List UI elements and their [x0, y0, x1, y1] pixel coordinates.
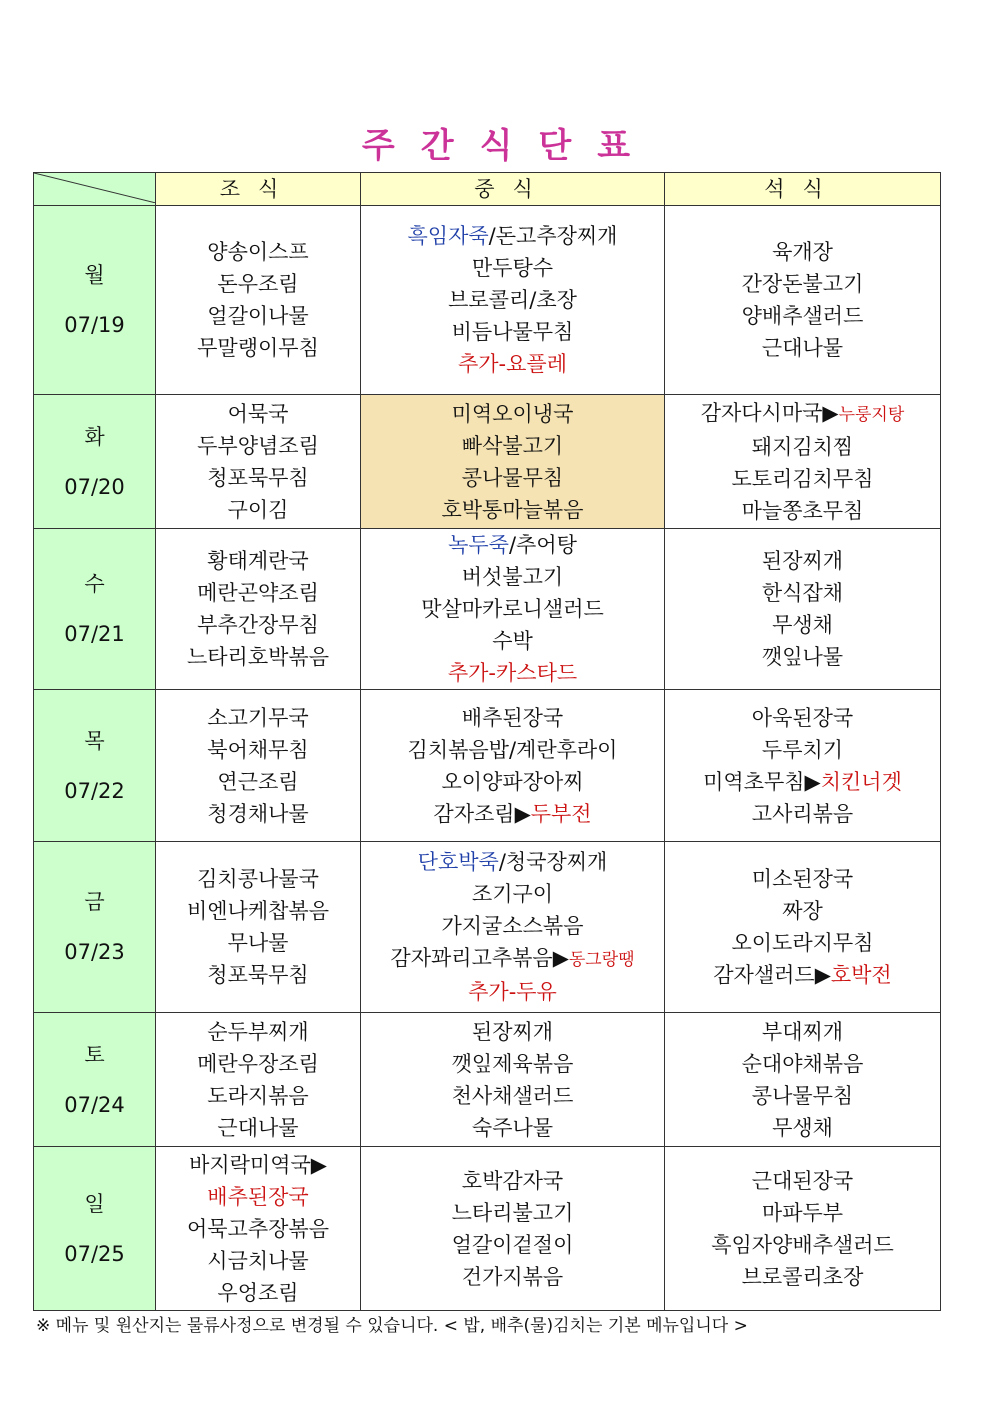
menu-item: 두부양념조림	[197, 433, 319, 458]
menu-item-part: 흑임자죽	[407, 224, 489, 248]
day-row	[34, 529, 941, 690]
footnote: ※ 메뉴 및 원산지는 물류사정으로 변경될 수 있습니다. < 밥, 배추(물)김치는 기본 메뉴입니다 >	[36, 1316, 748, 1336]
day-row	[34, 395, 941, 529]
menu-item: 양송이스프	[207, 240, 309, 264]
menu-item: 근대나물	[217, 1115, 299, 1140]
menu-item	[361, 529, 664, 561]
menu-item: 천사채샐러드	[451, 1083, 574, 1108]
menu-item-part: 녹두죽	[448, 533, 509, 557]
day-cell	[34, 842, 156, 1013]
menu-item: 콩나물무침	[751, 1083, 854, 1108]
menu-item: 느타리불고기	[451, 1200, 574, 1225]
day-cell	[34, 206, 156, 395]
day-row	[34, 206, 941, 395]
menu-item: 수박	[492, 629, 533, 653]
menu-item: 어묵국	[227, 401, 289, 426]
menu-item: 빠삭불고기	[461, 433, 564, 458]
menu-item: 양배추샐러드	[741, 304, 864, 328]
lunch-cell	[361, 690, 665, 842]
menu-item-part: 호박전	[830, 963, 892, 987]
menu-item: 북어채무침	[207, 737, 309, 762]
day-date: 07/25	[64, 1241, 125, 1266]
lunch-cell	[361, 395, 665, 529]
menu-item: 깻잎나물	[761, 645, 844, 669]
menu-item: 청포묵무침	[207, 465, 309, 490]
menu-item	[361, 942, 664, 976]
page-title: 주간식단표	[361, 126, 657, 166]
breakfast-cell	[156, 395, 361, 529]
menu-item: 오이양파장아찌	[441, 769, 584, 794]
corner-cell	[34, 173, 156, 206]
menu-item	[665, 766, 940, 798]
menu-item: 비듬나물무침	[451, 320, 574, 344]
menu-item: 간장돈불고기	[741, 272, 864, 296]
menu-item: 근대나물	[761, 336, 844, 360]
menu-item: 청경채나물	[207, 801, 309, 826]
menu-item: 돼지김치찜	[751, 434, 854, 459]
menu-item	[665, 397, 940, 431]
day-row	[34, 1147, 941, 1311]
menu-item: 호박통마늘볶음	[441, 497, 584, 522]
menu-item: 배추된장국	[207, 1184, 309, 1209]
day-row	[34, 842, 941, 1013]
menu-item: 마늘쫑초무침	[741, 498, 864, 523]
menu-item: 시금치나물	[207, 1248, 309, 1273]
menu-item-part: 누룽지탕	[838, 404, 905, 425]
breakfast-cell	[156, 206, 361, 395]
menu-item: 메란곤약조림	[197, 581, 319, 605]
menu-item: 콩나물무침	[461, 465, 564, 490]
breakfast-cell	[156, 1147, 361, 1311]
breakfast-cell	[156, 529, 361, 690]
menu-item: 미역오이냉국	[451, 401, 574, 426]
menu-item: 가지굴소스볶음	[441, 914, 584, 938]
day-name: 수	[84, 572, 105, 596]
menu-item: 구이김	[227, 497, 289, 522]
menu-item-part: 감자꽈리고추볶음▶	[390, 946, 569, 970]
menu-item	[665, 959, 940, 991]
menu-item: 된장찌개	[471, 1019, 554, 1044]
day-name: 토	[84, 1042, 105, 1067]
menu-item: 김치콩나물국	[197, 867, 319, 891]
menu-item: 얼갈이겉절이	[451, 1232, 574, 1257]
menu-item: 무생채	[772, 613, 833, 637]
menu-item: 비엔나케찹볶음	[186, 899, 329, 923]
menu-item: 마파두부	[761, 1200, 844, 1225]
day-cell	[34, 1147, 156, 1311]
breakfast-cell	[156, 842, 361, 1013]
menu-item: 추가-카스타드	[447, 661, 578, 685]
menu-item: 어묵고추장볶음	[186, 1216, 329, 1241]
day-name: 화	[84, 424, 105, 449]
menu-item: 부대찌개	[761, 1019, 844, 1044]
menu-item: 돈우조림	[217, 272, 299, 296]
header-dinner: 석식	[665, 173, 941, 206]
day-date: 07/20	[64, 474, 125, 499]
menu-item: 깻잎제육볶음	[451, 1051, 574, 1076]
lunch-cell	[361, 1013, 665, 1147]
menu-item: 오이도라지무침	[731, 931, 874, 955]
menu-item	[361, 798, 664, 830]
menu-item: 무나물	[227, 931, 289, 955]
menu-item: 배추된장국	[461, 705, 564, 730]
menu-item-part: /청국장찌개	[498, 850, 608, 874]
breakfast-cell	[156, 1013, 361, 1147]
menu-item: 두루치기	[761, 737, 844, 762]
menu-item: 메란우장조림	[197, 1051, 319, 1076]
day-row	[34, 690, 941, 842]
menu-item-part: 두부전	[530, 801, 592, 826]
menu-item: 호박감자국	[461, 1168, 564, 1193]
menu-item: 순대야채볶음	[741, 1051, 864, 1076]
weekly-menu-table	[33, 172, 941, 1311]
menu-item-part: 치킨너겟	[820, 769, 902, 794]
day-date: 07/22	[64, 778, 125, 803]
menu-item: 만두탕수	[471, 256, 554, 280]
menu-item-part: 감자다시마국▶	[700, 400, 839, 425]
menu-item: 무말랭이무침	[197, 336, 319, 360]
day-date: 07/21	[64, 622, 125, 646]
day-cell	[34, 395, 156, 529]
menu-item: 추가-두유	[468, 980, 557, 1004]
menu-item: 근대된장국	[751, 1168, 854, 1193]
day-cell	[34, 529, 156, 690]
day-name: 금	[84, 890, 105, 914]
day-name: 목	[84, 728, 105, 753]
menu-item: 버섯불고기	[461, 565, 564, 589]
menu-item: 미소된장국	[751, 867, 854, 891]
header-row	[34, 173, 941, 206]
menu-item: 순두부찌개	[207, 1019, 309, 1044]
menu-item: 추가-요플레	[457, 352, 567, 376]
menu-item: 맛살마카로니샐러드	[421, 597, 604, 621]
menu-item: 짜장	[782, 899, 823, 923]
day-date: 07/24	[64, 1092, 125, 1117]
dinner-cell	[665, 842, 941, 1013]
header-breakfast: 조식	[156, 173, 361, 206]
lunch-cell	[361, 529, 665, 690]
menu-item: 건가지볶음	[461, 1264, 564, 1289]
menu-body	[34, 206, 941, 1311]
menu-item: 청포묵무침	[207, 963, 309, 987]
menu-item: 김치볶음밥/계란후라이	[407, 737, 618, 762]
day-name: 일	[84, 1191, 105, 1216]
menu-item: 육개장	[772, 240, 833, 264]
menu-item	[361, 846, 664, 878]
lunch-cell	[361, 842, 665, 1013]
menu-item: 브로콜리/초장	[448, 288, 577, 312]
header-lunch: 중식	[361, 173, 665, 206]
day-row	[34, 1013, 941, 1147]
menu-item-part: 동그랑땡	[568, 950, 635, 970]
dinner-cell	[665, 395, 941, 529]
menu-item: 우엉조림	[217, 1280, 299, 1305]
menu-item: 브로콜리초장	[741, 1264, 864, 1289]
menu-item: 아욱된장국	[751, 705, 854, 730]
day-date: 07/19	[64, 313, 125, 337]
menu-item-part: /추어탕	[508, 533, 577, 557]
day-cell	[34, 1013, 156, 1147]
day-name: 월	[84, 263, 105, 287]
menu-item-part: 감자샐러드▶	[713, 963, 831, 987]
dinner-cell	[665, 206, 941, 395]
menu-item-part: 미역초무침▶	[703, 769, 821, 794]
dinner-cell	[665, 1013, 941, 1147]
dinner-cell	[665, 529, 941, 690]
menu-item: 고사리볶음	[751, 801, 854, 826]
menu-item: 흑임자양배추샐러드	[711, 1232, 894, 1257]
menu-item	[361, 220, 664, 252]
menu-item: 무생채	[772, 1115, 833, 1140]
menu-item-part: /돈고추장찌개	[488, 224, 618, 248]
menu-item: 황태계란국	[207, 549, 309, 573]
menu-item-part: 단호박죽	[417, 850, 499, 874]
day-cell	[34, 690, 156, 842]
dinner-cell	[665, 690, 941, 842]
menu-item: 된장찌개	[761, 549, 844, 573]
breakfast-cell	[156, 690, 361, 842]
menu-item: 바지락미역국▶	[189, 1152, 327, 1177]
menu-item: 느타리호박볶음	[186, 645, 329, 669]
menu-item: 조기구이	[471, 882, 554, 906]
menu-item: 한식잡채	[761, 581, 844, 605]
lunch-cell	[361, 1147, 665, 1311]
menu-item: 숙주나물	[471, 1115, 554, 1140]
diagonal-line	[34, 173, 156, 203]
menu-item: 부추간장무침	[197, 613, 319, 637]
menu-item: 도라지볶음	[207, 1083, 309, 1108]
menu-item: 연근조림	[217, 769, 299, 794]
menu-item-part: 감자조림▶	[433, 801, 531, 826]
menu-item: 소고기무국	[207, 705, 309, 730]
menu-item: 도토리김치무침	[731, 466, 874, 491]
day-date: 07/23	[64, 940, 125, 964]
menu-item: 얼갈이나물	[207, 304, 309, 328]
dinner-cell	[665, 1147, 941, 1311]
lunch-cell	[361, 206, 665, 395]
